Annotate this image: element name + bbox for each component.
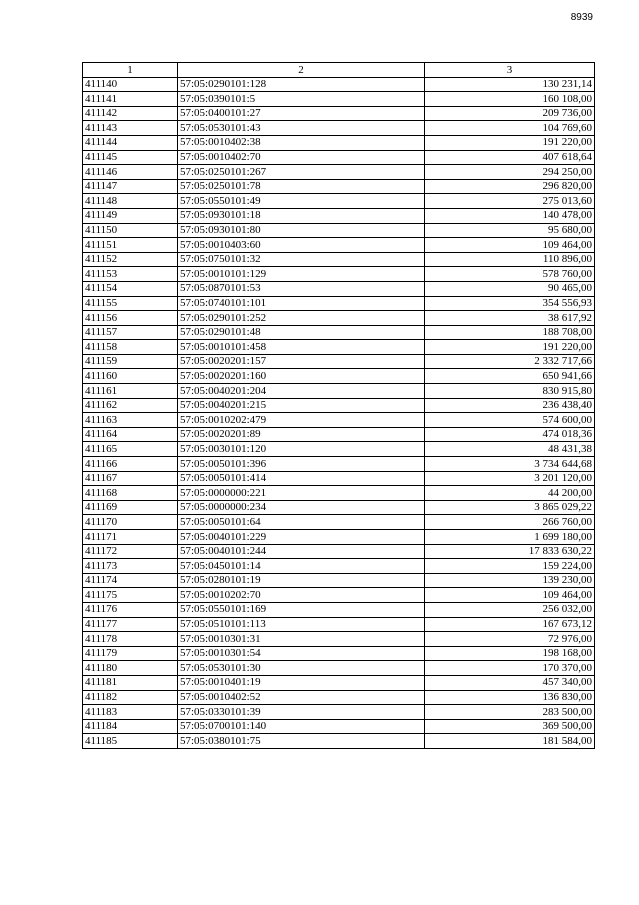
table-row	[83, 734, 595, 749]
table-row	[83, 325, 595, 340]
value-cell: 109 464,00	[425, 238, 595, 253]
column-header-2: 2	[178, 63, 425, 78]
value-cell: 72 976,00	[425, 632, 595, 647]
table-row	[83, 500, 595, 515]
cadastral-number-cell: 57:05:0000000:221	[178, 486, 425, 501]
row-number-cell: 411156	[83, 311, 178, 326]
cadastral-number-cell: 57:05:0010402:70	[178, 150, 425, 165]
row-number-cell: 411175	[83, 588, 178, 603]
table-body	[83, 77, 595, 748]
value-cell: 160 108,00	[425, 92, 595, 107]
row-number-cell: 411147	[83, 179, 178, 194]
cadastral-number-cell: 57:05:0290101:128	[178, 77, 425, 92]
table-row	[83, 238, 595, 253]
cadastral-number-cell: 57:05:0510101:113	[178, 617, 425, 632]
row-number-cell: 411170	[83, 515, 178, 530]
value-cell: 130 231,14	[425, 77, 595, 92]
value-cell: 109 464,00	[425, 588, 595, 603]
value-cell: 283 500,00	[425, 705, 595, 720]
value-cell: 188 708,00	[425, 325, 595, 340]
table-row	[83, 544, 595, 559]
table-row	[83, 646, 595, 661]
cadastral-number-cell: 57:05:0280101:19	[178, 573, 425, 588]
table-row	[83, 471, 595, 486]
row-number-cell: 411171	[83, 530, 178, 545]
row-number-cell: 411160	[83, 369, 178, 384]
value-cell: 95 680,00	[425, 223, 595, 238]
table-row	[83, 121, 595, 136]
table-row	[83, 705, 595, 720]
cadastral-number-cell: 57:05:0330101:39	[178, 705, 425, 720]
cadastral-number-cell: 57:05:0010402:38	[178, 135, 425, 150]
value-cell: 574 600,00	[425, 413, 595, 428]
table-row	[83, 340, 595, 355]
table-row	[83, 442, 595, 457]
row-number-cell: 411165	[83, 442, 178, 457]
row-number-cell: 411161	[83, 384, 178, 399]
table-row	[83, 515, 595, 530]
cadastral-number-cell: 57:05:0050101:64	[178, 515, 425, 530]
value-cell: 266 760,00	[425, 515, 595, 530]
table-row	[83, 77, 595, 92]
cadastral-number-cell: 57:05:0010101:458	[178, 340, 425, 355]
table-row	[83, 690, 595, 705]
value-cell: 191 220,00	[425, 135, 595, 150]
value-cell: 104 769,60	[425, 121, 595, 136]
row-number-cell: 411154	[83, 281, 178, 296]
value-cell: 3 734 644,68	[425, 457, 595, 472]
row-number-cell: 411172	[83, 544, 178, 559]
column-header-3: 3	[425, 63, 595, 78]
table-row	[83, 559, 595, 574]
header-row	[83, 63, 595, 78]
row-number-cell: 411149	[83, 208, 178, 223]
table-row	[83, 719, 595, 734]
row-number-cell: 411169	[83, 500, 178, 515]
row-number-cell: 411162	[83, 398, 178, 413]
table-row	[83, 150, 595, 165]
row-number-cell: 411182	[83, 690, 178, 705]
cadastral-number-cell: 57:05:0250101:78	[178, 179, 425, 194]
row-number-cell: 411183	[83, 705, 178, 720]
registry-table	[82, 62, 595, 749]
row-number-cell: 411142	[83, 106, 178, 121]
row-number-cell: 411152	[83, 252, 178, 267]
table-row	[83, 165, 595, 180]
row-number-cell: 411155	[83, 296, 178, 311]
cadastral-number-cell: 57:05:0050101:396	[178, 457, 425, 472]
cadastral-number-cell: 57:05:0740101:101	[178, 296, 425, 311]
cadastral-number-cell: 57:05:0750101:32	[178, 252, 425, 267]
value-cell: 110 896,00	[425, 252, 595, 267]
table-row	[83, 661, 595, 676]
value-cell: 830 915,80	[425, 384, 595, 399]
cadastral-number-cell: 57:05:0010101:129	[178, 267, 425, 282]
cadastral-number-cell: 57:05:0010402:52	[178, 690, 425, 705]
table-row	[83, 179, 595, 194]
cadastral-number-cell: 57:05:0550101:49	[178, 194, 425, 209]
value-cell: 457 340,00	[425, 675, 595, 690]
cadastral-number-cell: 57:05:0040101:229	[178, 530, 425, 545]
value-cell: 650 941,66	[425, 369, 595, 384]
row-number-cell: 411184	[83, 719, 178, 734]
table-row	[83, 252, 595, 267]
row-number-cell: 411143	[83, 121, 178, 136]
row-number-cell: 411159	[83, 354, 178, 369]
cadastral-number-cell: 57:05:0030101:120	[178, 442, 425, 457]
row-number-cell: 411145	[83, 150, 178, 165]
row-number-cell: 411181	[83, 675, 178, 690]
cadastral-number-cell: 57:05:0250101:267	[178, 165, 425, 180]
value-cell: 256 032,00	[425, 602, 595, 617]
value-cell: 1 699 180,00	[425, 530, 595, 545]
value-cell: 369 500,00	[425, 719, 595, 734]
cadastral-number-cell: 57:05:0380101:75	[178, 734, 425, 749]
table-row	[83, 384, 595, 399]
value-cell: 354 556,93	[425, 296, 595, 311]
row-number-cell: 411150	[83, 223, 178, 238]
value-cell: 48 431,38	[425, 442, 595, 457]
row-number-cell: 411177	[83, 617, 178, 632]
column-header-1: 1	[83, 63, 178, 78]
value-cell: 136 830,00	[425, 690, 595, 705]
value-cell: 407 618,64	[425, 150, 595, 165]
cadastral-number-cell: 57:05:0020201:160	[178, 369, 425, 384]
row-number-cell: 411141	[83, 92, 178, 107]
value-cell: 236 438,40	[425, 398, 595, 413]
row-number-cell: 411140	[83, 77, 178, 92]
row-number-cell: 411180	[83, 661, 178, 676]
table-row	[83, 296, 595, 311]
value-cell: 140 478,00	[425, 208, 595, 223]
cadastral-number-cell: 57:05:0010202:479	[178, 413, 425, 428]
table-row	[83, 354, 595, 369]
value-cell: 44 200,00	[425, 486, 595, 501]
table-row	[83, 369, 595, 384]
table-row	[83, 194, 595, 209]
table-row	[83, 281, 595, 296]
cadastral-number-cell: 57:05:0020201:157	[178, 354, 425, 369]
value-cell: 294 250,00	[425, 165, 595, 180]
cadastral-number-cell: 57:05:0010403:60	[178, 238, 425, 253]
value-cell: 296 820,00	[425, 179, 595, 194]
row-number-cell: 411157	[83, 325, 178, 340]
cadastral-number-cell: 57:05:0010301:31	[178, 632, 425, 647]
value-cell: 474 018,36	[425, 427, 595, 442]
value-cell: 90 465,00	[425, 281, 595, 296]
value-cell: 3 201 120,00	[425, 471, 595, 486]
table-row	[83, 223, 595, 238]
row-number-cell: 411148	[83, 194, 178, 209]
cadastral-number-cell: 57:05:0040201:215	[178, 398, 425, 413]
value-cell: 198 168,00	[425, 646, 595, 661]
row-number-cell: 411153	[83, 267, 178, 282]
cadastral-number-cell: 57:05:0010202:70	[178, 588, 425, 603]
value-cell: 139 230,00	[425, 573, 595, 588]
table-row	[83, 413, 595, 428]
cadastral-number-cell: 57:05:0290101:48	[178, 325, 425, 340]
value-cell: 3 865 029,22	[425, 500, 595, 515]
cadastral-number-cell: 57:05:0700101:140	[178, 719, 425, 734]
table-row	[83, 573, 595, 588]
value-cell: 191 220,00	[425, 340, 595, 355]
row-number-cell: 411168	[83, 486, 178, 501]
cadastral-number-cell: 57:05:0020201:89	[178, 427, 425, 442]
cadastral-number-cell: 57:05:0040201:204	[178, 384, 425, 399]
table-row	[83, 457, 595, 472]
value-cell: 38 617,92	[425, 311, 595, 326]
table-row	[83, 311, 595, 326]
table-row	[83, 675, 595, 690]
row-number-cell: 411163	[83, 413, 178, 428]
cadastral-number-cell: 57:05:0870101:53	[178, 281, 425, 296]
value-cell: 209 736,00	[425, 106, 595, 121]
cadastral-number-cell: 57:05:0550101:169	[178, 602, 425, 617]
cadastral-number-cell: 57:05:0450101:14	[178, 559, 425, 574]
row-number-cell: 411146	[83, 165, 178, 180]
value-cell: 275 013,60	[425, 194, 595, 209]
value-cell: 2 332 717,66	[425, 354, 595, 369]
row-number-cell: 411185	[83, 734, 178, 749]
value-cell: 181 584,00	[425, 734, 595, 749]
cadastral-number-cell: 57:05:0390101:5	[178, 92, 425, 107]
cadastral-number-cell: 57:05:0530101:43	[178, 121, 425, 136]
value-cell: 578 760,00	[425, 267, 595, 282]
row-number-cell: 411173	[83, 559, 178, 574]
row-number-cell: 411174	[83, 573, 178, 588]
cadastral-number-cell: 57:05:0930101:80	[178, 223, 425, 238]
value-cell: 170 370,00	[425, 661, 595, 676]
table-row	[83, 398, 595, 413]
table-row	[83, 486, 595, 501]
row-number-cell: 411166	[83, 457, 178, 472]
table-row	[83, 530, 595, 545]
table-row	[83, 602, 595, 617]
cadastral-number-cell: 57:05:0010301:54	[178, 646, 425, 661]
table-row	[83, 106, 595, 121]
cadastral-number-cell: 57:05:0930101:18	[178, 208, 425, 223]
table-row	[83, 588, 595, 603]
table-row	[83, 617, 595, 632]
value-cell: 159 224,00	[425, 559, 595, 574]
table-row	[83, 632, 595, 647]
row-number-cell: 411167	[83, 471, 178, 486]
cadastral-number-cell: 57:05:0290101:252	[178, 311, 425, 326]
table-row	[83, 92, 595, 107]
cadastral-number-cell: 57:05:0010401:19	[178, 675, 425, 690]
cadastral-number-cell: 57:05:0040101:244	[178, 544, 425, 559]
table-row	[83, 267, 595, 282]
cadastral-number-cell: 57:05:0000000:234	[178, 500, 425, 515]
row-number-cell: 411176	[83, 602, 178, 617]
cadastral-number-cell: 57:05:0400101:27	[178, 106, 425, 121]
table-row	[83, 208, 595, 223]
cadastral-number-cell: 57:05:0050101:414	[178, 471, 425, 486]
page-number: 8939	[570, 12, 593, 23]
row-number-cell: 411144	[83, 135, 178, 150]
row-number-cell: 411164	[83, 427, 178, 442]
row-number-cell: 411179	[83, 646, 178, 661]
row-number-cell: 411158	[83, 340, 178, 355]
table-row	[83, 135, 595, 150]
row-number-cell: 411178	[83, 632, 178, 647]
row-number-cell: 411151	[83, 238, 178, 253]
table-header	[83, 63, 595, 78]
table-row	[83, 427, 595, 442]
value-cell: 167 673,12	[425, 617, 595, 632]
cadastral-number-cell: 57:05:0530101:30	[178, 661, 425, 676]
value-cell: 17 833 630,22	[425, 544, 595, 559]
